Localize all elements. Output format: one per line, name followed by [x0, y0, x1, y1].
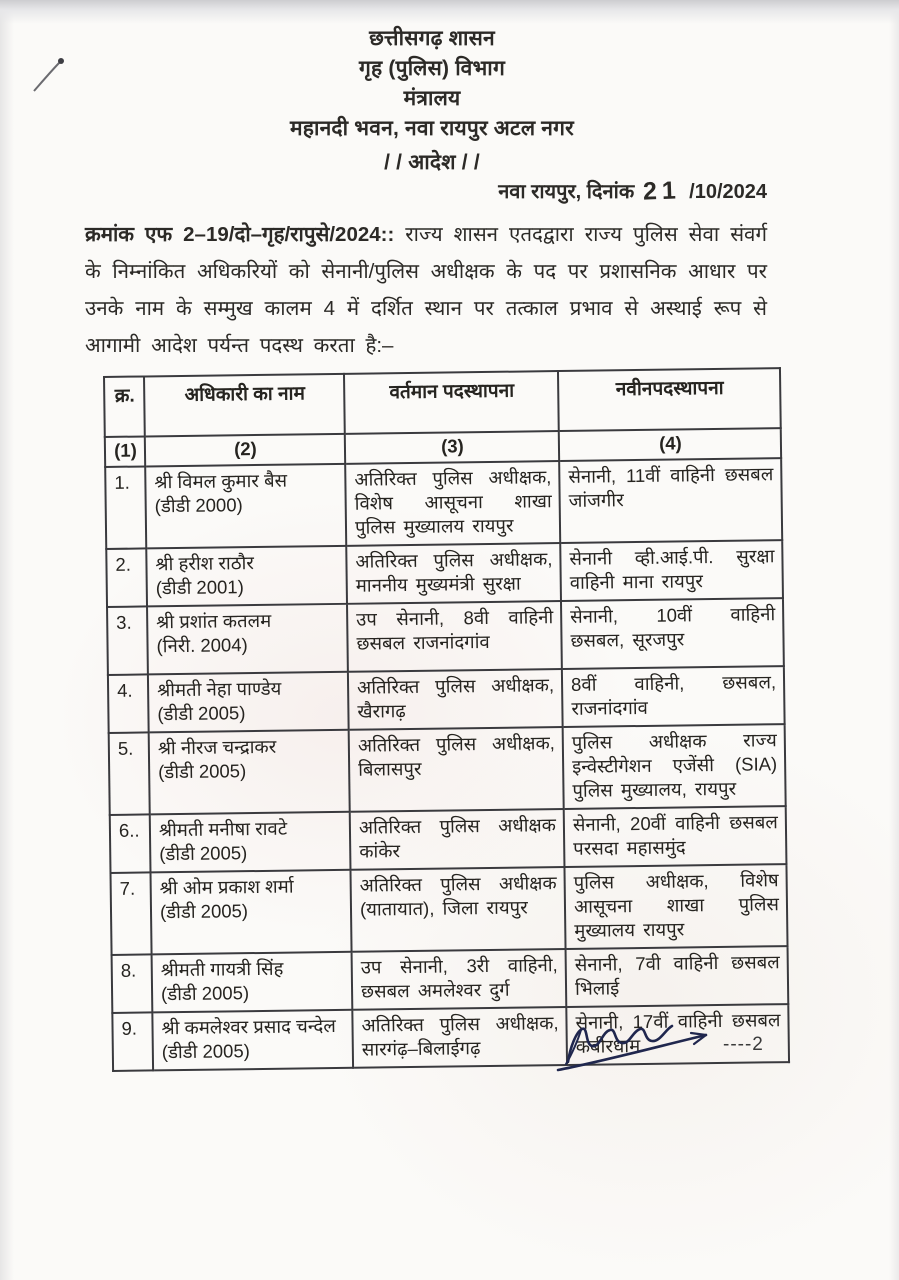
- col-header-new-posting: नवीनपदस्थापना: [558, 368, 781, 431]
- reference-number: क्रमांक एफ 2–19/दो–गृह/रापुसे/2024::: [85, 223, 395, 246]
- table-row: [110, 806, 787, 873]
- dateline-prefix: नवा रायपुर, दिनांक: [498, 181, 635, 203]
- col-number: (2): [145, 434, 345, 467]
- officer-name: श्रीमती गायत्री सिंह: [160, 957, 284, 981]
- officer-batch: (निरी. 2004): [156, 634, 248, 657]
- dateline-rest: /10/2024: [689, 181, 767, 203]
- sn-cell: 8.: [112, 954, 153, 1013]
- current-posting-cell: अतिरिक्त पुलिस अधीक्षक, खैरागढ़: [348, 669, 563, 730]
- officer-name: श्री हरीश राठौर: [155, 552, 254, 575]
- sn-cell: 4.: [108, 674, 149, 733]
- sn-cell: 6..: [110, 814, 151, 873]
- sn-cell: 5.: [109, 732, 150, 815]
- current-posting-cell: अतिरिक्त पुलिस अधीक्षक कांकेर: [350, 809, 565, 870]
- letterhead: [0, 24, 864, 178]
- officer-batch: (डीडी 2005): [159, 900, 249, 923]
- table-row: [111, 864, 788, 955]
- col-header-current-posting: वर्तमान पदस्थापना: [344, 371, 559, 434]
- sn-cell: 3.: [107, 606, 148, 675]
- current-posting-cell: अतिरिक्त पुलिस अधीक्षक, बिलासपुर: [349, 727, 564, 812]
- col-number: (4): [559, 428, 781, 461]
- sn-cell: 2.: [106, 548, 147, 607]
- officer-batch: (डीडी 2005): [158, 760, 247, 783]
- officer-cell: [152, 1010, 353, 1071]
- new-posting-cell: 8वीं वाहिनी, छसबल, राजनांदगांव: [562, 666, 785, 727]
- col-number: (1): [105, 436, 145, 467]
- officer-cell: [152, 952, 353, 1013]
- officer-batch: (डीडी 2000): [154, 494, 243, 517]
- signature-scribble: [548, 1002, 723, 1080]
- new-posting-cell: सेनानी, 11वीं वाहिनी छसबल जांजगीर: [559, 458, 782, 543]
- new-posting-cell: सेनानी, 20वीं वाहिनी छसबल परसदा महासमुंद: [564, 806, 787, 867]
- postings-table: [103, 367, 790, 1072]
- officer-name: श्री विमल कुमार बैस: [154, 469, 288, 493]
- new-posting-cell: सेनानी व्ही.आई.पी. सुरक्षा वाहिनी माना रायपुर: [560, 540, 783, 601]
- order-text: राज्य शासन एतदद्वारा राज्य पुलिस सेवा संवर्ग के निम्नांकित अधिकरियों को सेनानी/पुलिस अधीक्षक के पद पर प्रशासनिक आधार पर उनके नाम के सम्मुख कालम 4 में दर्शित स्थान पर तत्काल प्रभाव से अस्थाई रूप से आगामी आदेश पर्यन्त पदस्थ करता है:–: [85, 223, 767, 357]
- officer-batch: (डीडी 2005): [159, 842, 248, 865]
- table-row: [105, 458, 782, 549]
- officer-cell: [150, 812, 351, 873]
- table-header-row: [104, 368, 781, 437]
- officer-batch: (डीडी 2005): [160, 982, 250, 1005]
- officer-name: श्री ओम प्रकाश शर्मा: [159, 875, 294, 899]
- officer-name: श्रीमती मनीषा रावटे: [158, 817, 288, 841]
- current-posting-cell: अतिरिक्त पुलिस अधीक्षक (यातायात), जिला रायपुर: [350, 867, 565, 952]
- new-posting-cell: सेनानी, 7वी वाहिनी छसबल भिलाई: [566, 946, 789, 1007]
- table-row: [108, 666, 785, 733]
- new-posting-cell: सेनानी, 10वीं वाहिनी छसबल, सूरजपुर: [561, 598, 784, 669]
- new-posting-cell: पुलिस अधीक्षक, विशेष आसूचना शाखा पुलिस मुख्यालय रायपुर: [564, 864, 787, 949]
- new-posting-cell: सेनानी, 17वीं वाहिनी छसबल कबीरधाम: [566, 1004, 789, 1065]
- table-row: [109, 724, 786, 815]
- dateline: [498, 176, 767, 205]
- new-posting-cell: पुलिस अधीक्षक राज्य इन्वेस्टीगेशन एजेंसी (SIA) पुलिस मुख्यालय, रायपुर: [563, 724, 786, 809]
- officer-name: श्री कमलेश्वर प्रसाद चन्देल: [161, 1015, 336, 1039]
- order-title: / / आदेश / /: [384, 151, 480, 174]
- col-header-sn: क्र.: [104, 376, 145, 437]
- officer-cell: [147, 604, 348, 675]
- col-header-officer-name: अधिकारी का नाम: [144, 374, 345, 437]
- sn-cell: 7.: [111, 872, 152, 955]
- current-posting-cell: अतिरिक्त पुलिस अधीक्षक, विशेष आसूचना शाखा पुलिस मुख्यालय रायपुर: [345, 461, 560, 546]
- sn-cell: 9.: [112, 1012, 153, 1071]
- postings-table-wrap: [103, 367, 790, 1072]
- officer-name: श्री नीरज चन्द्राकर: [157, 735, 277, 759]
- table-row: [106, 540, 783, 607]
- officer-cell: [145, 464, 346, 549]
- letterhead-line-government: छत्तीसगढ़ शासन: [369, 27, 495, 50]
- current-posting-cell: उप सेनानी, 8वी वाहिनी छसबल राजनांदगांव: [347, 601, 562, 672]
- order-paragraph: [85, 216, 767, 364]
- officer-batch: (डीडी 2001): [155, 576, 244, 599]
- officer-name: श्रीमती नेहा पाण्डेय: [156, 677, 282, 701]
- sn-cell: 1.: [105, 466, 146, 549]
- letterhead-line-address: महानदी भवन, नवा रायपुर अटल नगर: [290, 117, 574, 140]
- officer-cell: [146, 546, 347, 607]
- table-row: [107, 598, 784, 675]
- letterhead-line-department: गृह (पुलिस) विभाग: [359, 57, 505, 80]
- page-number-marker: ----2: [723, 1034, 764, 1055]
- col-number: (3): [345, 431, 559, 464]
- officer-batch: (डीडी 2005): [157, 702, 246, 725]
- officer-cell: [148, 672, 349, 733]
- current-posting-cell: अतिरिक्त पुलिस अधीक्षक, सारगंढ़–बिलाईगढ़: [352, 1007, 567, 1068]
- current-posting-cell: उप सेनानी, 3री वाहिनी, छसबल अमलेश्वर दुर्ग: [352, 949, 567, 1010]
- officer-batch: (डीडी 2005): [161, 1040, 250, 1063]
- current-posting-cell: अतिरिक्त पुलिस अधीक्षक, माननीय मुख्यमंत्री सुरक्षा: [346, 543, 561, 604]
- officer-name: श्री प्रशांत कतलम: [156, 609, 272, 633]
- officer-cell: [149, 730, 350, 815]
- letterhead-line-ministry: मंत्रालय: [403, 87, 461, 110]
- officer-cell: [151, 870, 352, 955]
- handwritten-date-day: 21: [642, 176, 682, 206]
